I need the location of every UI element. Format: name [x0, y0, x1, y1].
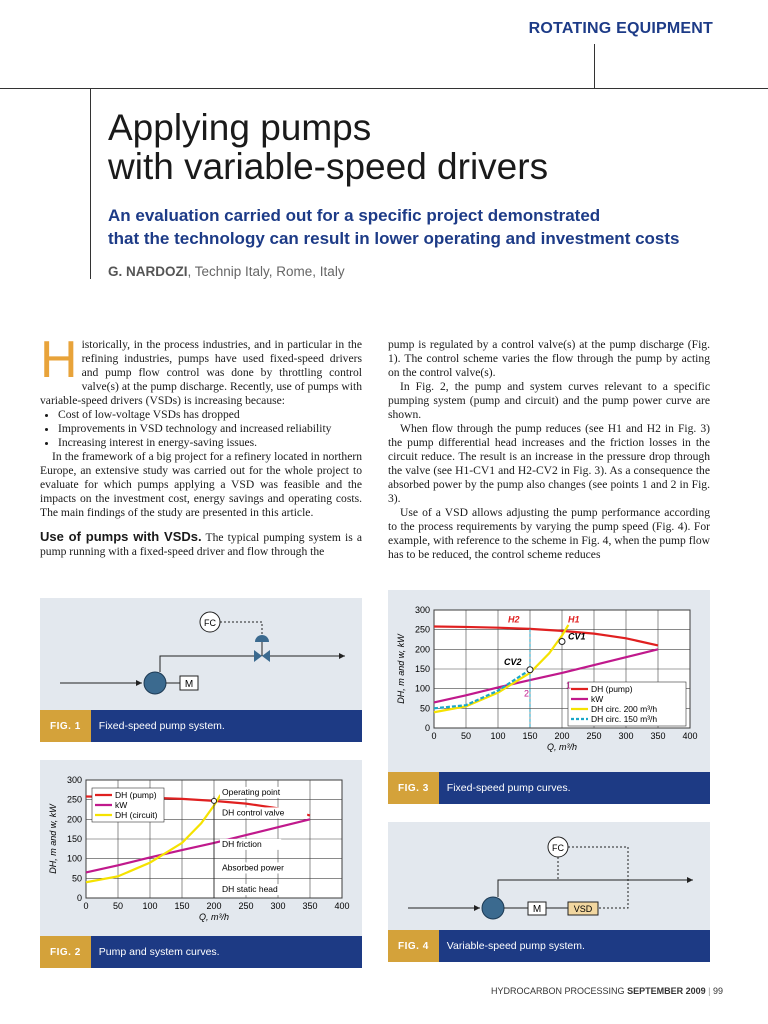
x-tick-label: 0	[83, 901, 89, 911]
section-heading: Use of pumps with VSDs.	[40, 529, 202, 544]
pump-icon	[482, 897, 504, 919]
figure-3-caption: FIG. 3 Fixed-speed pump curves.	[388, 772, 710, 804]
h1-label: H1	[568, 614, 580, 625]
x-axis-label: Q, m³/h	[546, 742, 578, 752]
author: G. NARDOZI	[108, 264, 188, 279]
cv2-marker	[527, 667, 533, 673]
figure-4-caption: FIG. 4 Variable-speed pump system.	[388, 930, 710, 962]
x-tick-label: 50	[460, 731, 472, 741]
h2-label: H2	[508, 614, 520, 625]
legend-label: DH circ. 200 m³/h	[591, 704, 658, 714]
column-left: Historically, in the process industries, and in particular in the refining industries, pumps have used fixed-speed drivers and pump flow control was done by throttling control valve(s) at the pump discharge. Recently, use of pumps with variable-speed drivers (VSDs) is increasing because: • Cost of low-voltage VSDs has dropped • Improvements in VSD technology and increased reliability • Increasing interest in energy-saving issues. In the framework of a big project for a refinery located in northern Europe, an extensive study was carried out for the whole project to evaluate for which pumps applying a VSD was feasible and the impacts on the investment cost, energy savings and operating costs. The main findings of the study are presented in this article. Use of pumps with VSDs. The typical pumping system is a pump running with a fixed-speed driver and flow through the	[40, 338, 362, 559]
x-tick-label: 100	[142, 901, 158, 911]
list-item: • Increasing interest in energy-saving issues.	[58, 436, 362, 450]
x-tick-label: 400	[682, 731, 698, 741]
y-tick-label: 150	[414, 664, 430, 674]
figure-2-caption: FIG. 2 Pump and system curves.	[40, 936, 362, 968]
vsd-label: VSD	[573, 904, 593, 914]
figure-tag: FIG. 1	[40, 710, 91, 742]
paragraph: In Fig. 2, the pump and system curves relevant to a specific pumping system (pump and circuit) and the pump power curve are shown.	[388, 380, 710, 421]
x-tick-label: 300	[270, 901, 286, 911]
legend-label: DH (circuit)	[115, 810, 158, 820]
x-tick-label: 150	[522, 731, 538, 741]
figure-1-panel	[40, 598, 362, 710]
list-item: • Improvements in VSD technology and increased reliability	[58, 422, 362, 436]
x-tick-label: 100	[490, 731, 506, 741]
figure-4-panel	[388, 822, 710, 930]
annotation-label: Operating point	[222, 786, 281, 797]
article-subtitle: An evaluation carried out for a specific project demonstrated that the technology can result in lower operating and investment costs	[108, 206, 680, 248]
legend-label: DH circ. 150 m³/h	[591, 714, 658, 724]
figure-2-panel	[40, 760, 362, 942]
affiliation: , Technip Italy, Rome, Italy	[187, 264, 345, 279]
x-tick-label: 350	[302, 901, 318, 911]
x-tick-label: 250	[238, 901, 254, 911]
figure-1-diagram	[40, 598, 362, 710]
paragraph: pump is regulated by a control valve(s) at the pump discharge (Fig. 1). The control scheme varies the flow through the pump by acting on the control valve(s).	[388, 338, 710, 379]
x-tick-label: 200	[554, 731, 570, 741]
x-tick-label: 200	[206, 901, 222, 911]
annotation-label: DH control valve	[222, 807, 285, 818]
legend-label: DH (pump)	[591, 684, 633, 694]
paragraph-intro: Historically, in the process industries, and in particular in the refining industries, pumps have used fixed-speed drivers and pump flow control was done by throttling control valve(s) at the pump discharge. Recently, use of pumps with variable-speed drivers (VSDs) is increasing because:	[40, 331, 362, 407]
x-tick-label: 400	[334, 901, 350, 911]
figure-1-caption: FIG. 1 Fixed-speed pump system.	[40, 710, 362, 742]
figure-3-chart	[388, 590, 710, 772]
figure-tag: FIG. 2	[40, 936, 91, 968]
legend-label: DH (pump)	[115, 790, 157, 800]
page-number: 99	[712, 986, 723, 996]
motor-label: M	[184, 679, 194, 690]
figure-2-chart	[40, 760, 362, 942]
x-tick-label: 300	[618, 731, 634, 741]
fc-label: FC	[552, 843, 564, 853]
legend-label: kW	[115, 800, 128, 810]
bullet-list	[40, 408, 362, 450]
y-tick-label: 0	[424, 723, 430, 733]
point-1-label: 1	[566, 680, 572, 691]
y-tick-label: 150	[66, 834, 82, 844]
figure-3-panel	[388, 590, 710, 772]
y-tick-label: 50	[419, 703, 430, 714]
drop-cap: H	[40, 331, 78, 389]
fc-label: FC	[204, 618, 216, 628]
x-tick-label: 0	[431, 731, 437, 741]
legend-label: kW	[591, 694, 604, 704]
y-axis-label: DH, m and w, kW	[396, 634, 406, 704]
y-tick-label: 250	[66, 794, 82, 805]
y-tick-label: 300	[414, 605, 430, 615]
byline	[108, 264, 345, 279]
figure-tag: FIG. 3	[388, 772, 439, 804]
figure-tag: FIG. 4	[388, 930, 439, 962]
y-tick-label: 100	[414, 683, 430, 694]
section-header: ROTATING EQUIPMENT	[528, 20, 713, 37]
y-tick-label: 250	[414, 624, 430, 635]
header-rule	[0, 88, 768, 89]
annotation-label: DH friction	[222, 838, 262, 849]
y-tick-label: 300	[66, 775, 82, 785]
x-tick-label: 50	[112, 901, 124, 911]
list-item: • Cost of low-voltage VSDs has dropped	[58, 408, 362, 422]
paragraph: When flow through the pump reduces (see H1 and H2 in Fig. 3) the pump differential head increases and the friction losses in the circuit reduce. The result is an increase in the pressure drop through the valve (see H1-CV1 and H2-CV2 in Fig. 3). As a consequence the absorbed power by the pump also changes (see points 1 and 2 in Fig. 3).	[388, 422, 710, 505]
annotation-label: Absorbed power	[222, 862, 284, 873]
paragraph: In the framework of a big project for a refinery located in northern Europe, an extensive study was carried out for the whole project to evaluate for which pumps applying a VSD was feasible and the impacts on the investment cost, energy savings and operating costs. The main findings of the study are presented in this article.	[40, 450, 362, 519]
paragraph: Use of a VSD allows adjusting the pump performance according to the process requirements by varying the pump speed (Fig. 4). For example, with reference to the scheme in Fig. 4, when the pump flow has to be reduced, the control scheme reduces	[388, 506, 710, 561]
figure-4-diagram	[388, 822, 710, 930]
x-tick-label: 150	[174, 901, 190, 911]
y-tick-label: 200	[66, 814, 82, 825]
motor-label: M	[532, 904, 542, 915]
x-tick-label: 250	[586, 731, 602, 741]
y-axis-label: DH, m and w, kW	[48, 804, 58, 874]
header-rule-vertical	[594, 44, 595, 89]
y-tick-label: 50	[71, 873, 82, 884]
annotation-label: DH static head	[222, 884, 278, 895]
operating-point-marker	[212, 798, 217, 803]
title-rule-vertical	[90, 89, 91, 279]
page-footer: HYDROCARBON PROCESSING SEPTEMBER 2009 | 99	[491, 986, 723, 996]
cv1-label: CV1	[568, 631, 586, 642]
column-right	[388, 338, 710, 562]
x-tick-label: 350	[650, 731, 666, 741]
cv1-marker	[559, 638, 565, 644]
y-tick-label: 100	[66, 853, 82, 864]
y-tick-label: 0	[76, 893, 82, 903]
cv2-label: CV2	[504, 657, 522, 668]
pump-icon	[144, 672, 166, 694]
x-axis-label: Q, m³/h	[198, 912, 230, 922]
article-title: Applying pumps with variable-speed drivers	[108, 107, 549, 187]
y-tick-label: 200	[414, 644, 430, 655]
point-2-label: 2	[524, 688, 530, 699]
